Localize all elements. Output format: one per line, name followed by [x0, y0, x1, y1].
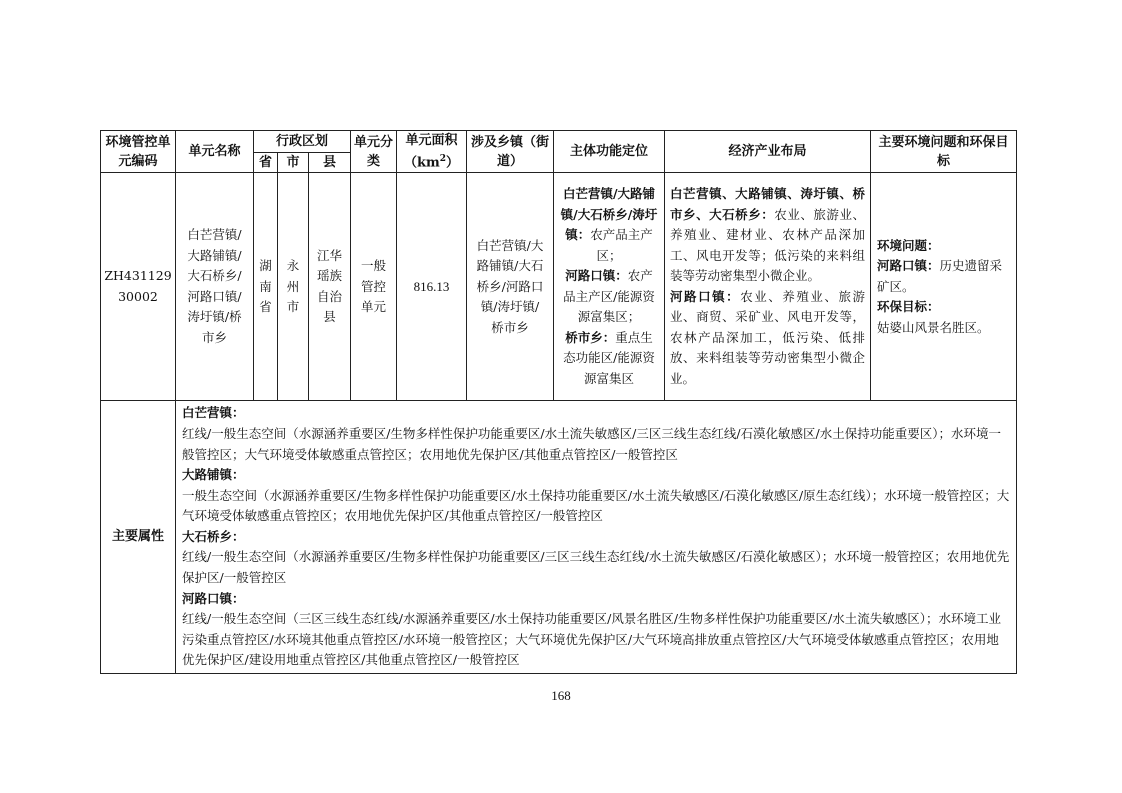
attributes-row — [101, 401, 1017, 674]
header-city: 市 — [278, 152, 309, 173]
environment-control-unit-table — [100, 130, 1017, 674]
attr-section-4-title: 河路口镇： — [182, 590, 245, 606]
header-issues: 主要环境问题和环保目标 — [871, 131, 1017, 173]
header-admin: 行政区划 — [254, 131, 351, 153]
economy-item-1: 白芒营镇、大路铺镇、涛圩镇、桥市乡、大石桥乡：农业、旅游业、养殖业、建材业、农林产品深加工、风电开发等；低污染的来料组装等劳动密集型小微企业。 — [670, 186, 865, 284]
function-cell — [554, 173, 665, 401]
header-category: 单元分类 — [351, 131, 397, 173]
header-province: 省 — [254, 152, 278, 173]
attr-section-1-title: 白芒营镇： — [182, 405, 245, 421]
header-code: 环境管控单元编码 — [101, 131, 176, 173]
function-item-1: 白芒营镇/大路铺镇/大石桥乡/涛圩镇：农产品主产区； — [560, 186, 658, 263]
function-item-2: 河路口镇：农产品主产区/能源资源富集区； — [563, 268, 655, 325]
goal-heading: 环保目标： — [877, 299, 940, 315]
towns-cell: 白芒营镇/大路铺镇/大石桥乡/河路口镇/涛圩镇/桥市乡 — [467, 173, 554, 401]
city-cell: 永州市 — [278, 173, 309, 401]
unit-name: 白芒营镇/大路铺镇/大石桥乡/河路口镇/涛圩镇/桥市乡 — [176, 173, 254, 401]
header-county: 县 — [309, 152, 351, 173]
goal-item: 姑婆山风景名胜区。 — [877, 319, 990, 335]
unit-code: ZH43112930002 — [101, 173, 176, 401]
attr-section-1-text: 红线/一般生态空间（水源涵养重要区/生物多样性保护功能重要区/水土流失敏感区/三区三线生态红线/石漠化敏感区/水土保持功能重要区）；水环境一般管控区；大气环境受体敏感重点管控区；农用地优先保护区/其他重点管控区/一般管控区 — [182, 425, 1002, 462]
economy-cell — [665, 173, 871, 401]
attr-section-3-title: 大石桥乡： — [182, 528, 245, 544]
header-name: 单元名称 — [176, 131, 254, 173]
attr-section-2-text: 一般生态空间（水源涵养重要区/生物多样性保护功能重要区/水土保持功能重要区/水土流失敏感区/石漠化敏感区/原生态红线）；水环境一般管控区；大气环境受体敏感重点管控区；农用地优先保护区/其他重点管控区/一般管控区 — [182, 487, 1010, 524]
county-cell: 江华瑶族自治县 — [309, 173, 351, 401]
attributes-label: 主要属性 — [101, 401, 176, 674]
issue-item: 河路口镇：历史遗留采矿区。 — [877, 258, 1003, 294]
page-number: 168 — [551, 688, 571, 703]
function-item-3: 桥市乡：重点生态功能区/能源资源富集区 — [563, 329, 655, 386]
attributes-cell — [176, 401, 1017, 674]
attr-section-4-text: 红线/一般生态空间（三区三线生态红线/水源涵养重要区/水土保持功能重要区/风景名胜区/生物多样性保护功能重要区/水土流失敏感区）；水环境工业污染重点管控区/水环境其他重点管控区/水环境一般管控区；大气环境优先保护区/大气环境高排放重点管控区/大气环境受体敏感重点管控区；农用地优先保护区/建设用地重点管控区/其他重点管控区/一般管控区 — [182, 611, 1002, 668]
issues-cell — [871, 173, 1017, 401]
header-area: 单元面积$(km^2)$ — [397, 131, 467, 173]
category-cell: 一般管控单元 — [351, 173, 397, 401]
header-economy: 经济产业布局 — [665, 131, 871, 173]
header-function: 主体功能定位 — [554, 131, 665, 173]
header-towns: 涉及乡镇（街道） — [467, 131, 554, 173]
issue-heading: 环境问题： — [877, 237, 940, 253]
attr-section-2-title: 大路铺镇： — [182, 467, 245, 483]
province-cell: 湖南省 — [254, 173, 278, 401]
attr-section-3-text: 红线/一般生态空间（水源涵养重要区/生物多样性保护功能重要区/三区三线生态红线/水土流失敏感区/石漠化敏感区）；水环境一般管控区；农用地优先保护区/一般管控区 — [182, 549, 1010, 586]
economy-item-2: 河路口镇：农业、养殖业、旅游业、商贸、采矿业、风电开发等，农林产品深加工，低污染、低排放、来料组装等劳动密集型小微企业。 — [670, 288, 865, 386]
area-cell: 816.13 — [397, 173, 467, 401]
header-row — [101, 131, 1017, 153]
data-row — [101, 173, 1017, 401]
